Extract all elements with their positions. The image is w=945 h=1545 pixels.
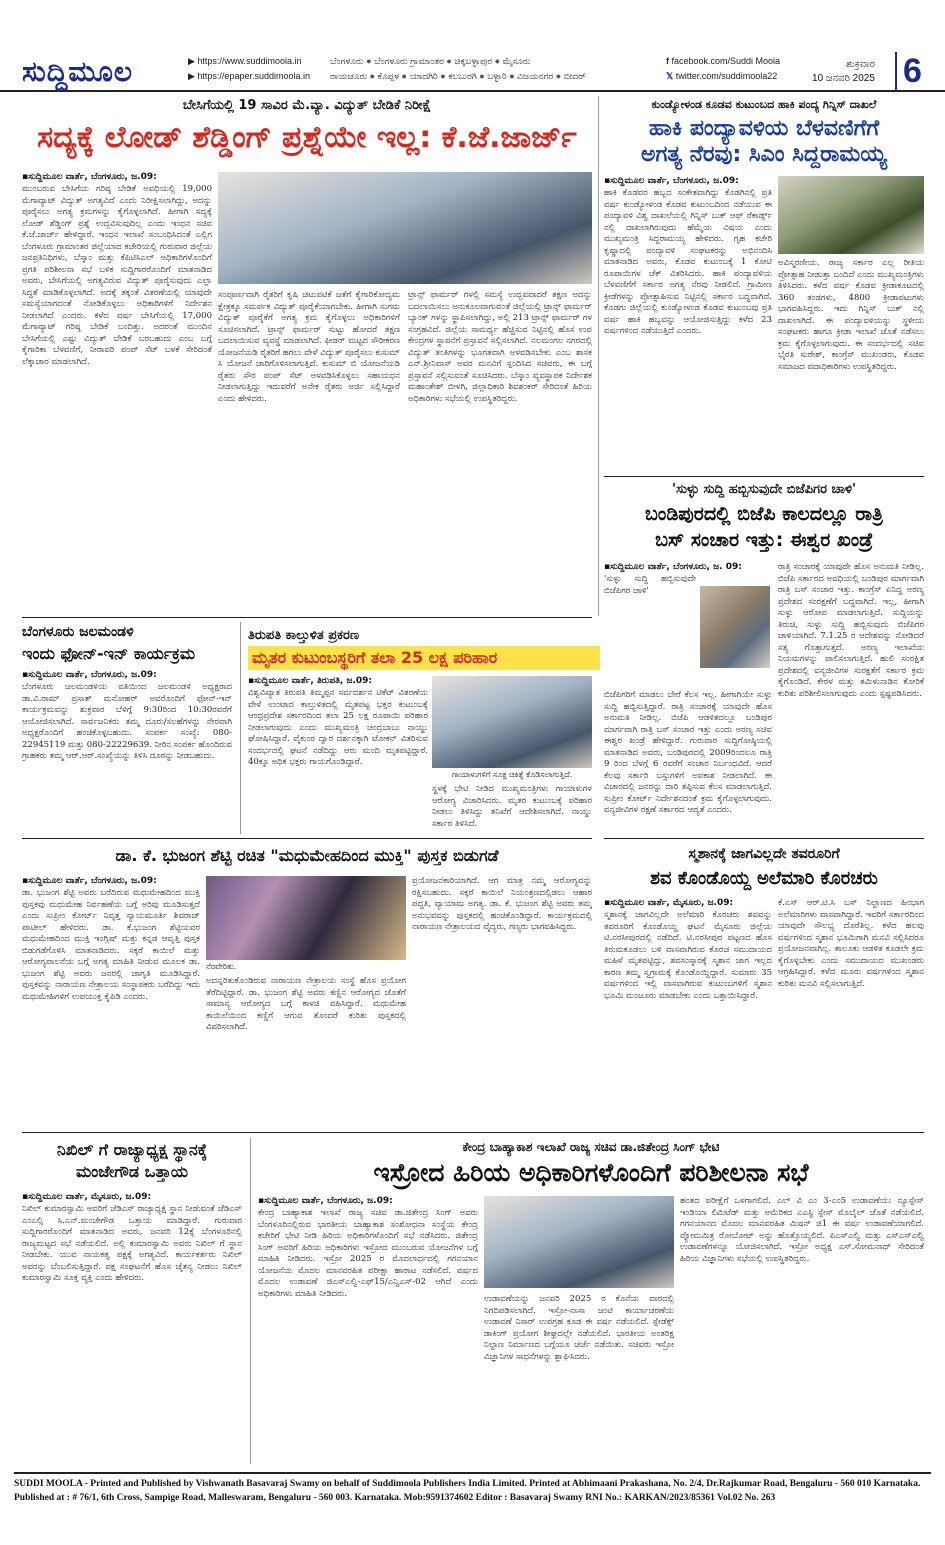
facebook-icon: f [666,56,672,66]
tirupati-headline: ಮೃತರ ಕುಟುಂಬಸ್ಥರಿಗೆ ತಲಾ 25 ಲಕ್ಷ ಪರಿಹಾರ [248,646,600,670]
almirah-body-col2: ಕೆ.ಎಸ್ ಆರ್.ಟಿ.ಸಿ ಬಸ್ ನಿಲ್ದಾಣದ ಹಿಂಭಾಗ ಅಲೆಮಾರಿಗಳು ವಾಸವಾಗಿದ್ದಾರೆ. ಇವರಿಗೆ ಸರ್ಕಾರದಿಂದ ಯಾವುದೇ ಸೌಲಭ್ಯ ದೊರೆತಿಲ್ಲ. ಕಳೆದ ಹಲವು ವರ್ಷಗಳಿಂದ ಸ್ಮಶಾನ ಭೂಮಿಗಾಗಿ ಮನವಿ ಸಲ್ಲಿಸಿದರೂ ಪ್ರಯೋಜನವಾಗಿಲ್ಲ. ತಾಲೂಕು ಆಡಳಿತ ಕೂಡಲೇ ಕ್ರಮ ಕೈಗೊಳ್ಳಬೇಕು ಎಂದು ಸಮುದಾಯದ ಮುಖಂಡರು ಆಗ್ರಹಿಸಿದ್ದಾರೆ. ಕಳೆದ ಮೂರು ವರ್ಷಗಳಿಂದ ಸ್ಮಶಾನ ಕುರಿತು ಮನವಿ ಸಲ್ಲಿಸಲಾಗುತ್ತಿದೆ. [778,898,924,989]
date-block [812,58,875,86]
george-meeting-photo [218,172,592,284]
nav-item[interactable]: ವಿಜಯನಗರ [517,71,554,81]
section-rule [22,1132,924,1133]
nav-item[interactable]: ಬೆಂಗಳೂರು ಗ್ರಾಮಾಂತರ [374,56,444,66]
section-rule [604,476,924,477]
george-body-col3: ಟ್ರಾನ್ಸ್ ಫಾರ್ಮರ್ ಗಳಲ್ಲಿ ಸಮಸ್ಯೆ ಉದ್ಭವವಾದರೆ ತಕ್ಷಣ ಅದನ್ನು ಬದಲಾಯಿಸಲು ಅನುಕೂಲವಾಗುವಂತೆ ಜಿಲ್ಲೆಯಲ್ಲಿ ಟ್ರಾನ್ಸ್ ಫಾರ್ಮರ್ ಬ್ಯಾಂಕ್ ಗಳನ್ನು ಸ್ಥಾಪಿಸಲಾಗಿದ್ದು, ಅಲ್ಲಿ 213 ಟ್ರಾನ್ಸ್ ಫಾರ್ಮರ್ ಗಳ ಸಂಗ್ರಹವಿದೆ. ಜಿಲ್ಲೆಯ ಸಾಮರ್ಥ್ಯ ಹೆಚ್ಚಿಸುವ ನಿಟ್ಟಿನಲ್ಲಿ ಹೊಸ ಉಪ ಕೇಂದ್ರಗಳ ಸ್ಥಾಪನೆಗೆ ಪ್ರಸ್ತಾವನೆ ಸಲ್ಲಿಸಲಾಗಿದೆ. ನಲಮಂಗಲ ನಗರದಲ್ಲಿ ವಿದ್ಯುತ್ ತಂತಿಗಳನ್ನು ಭೂಗತವಾಗಿ ಅಳವಡಿಸಬೇಕು ಎಂಬ ಶಾಸಕ ಎನ್.ಶ್ರೀನಿವಾಸ್ ಅವರ ಮನವಿಗೆ ಸ್ಪಂದಿಸಿದ ಸಚಿವರು, ಈ ಬಗ್ಗೆ ಪ್ರಸ್ತಾವನೆ ಸಲ್ಲಿಸುವಂತೆ ಸೂಚಿಸಿದರು. ಬೆಸ್ಕಾಂ ವ್ಯವಸ್ಥಾಪಕ ನಿರ್ದೇಶಕ ಮಹಾಂತೇಶ್ ಬೀಳಗಿ, ಜಿಲ್ಲಾಧಿಕಾರಿ ಶಿವಶಂಕರ್ ಸೇರಿದಂತೆ ಹಿರಿಯ ಅಧಿಕಾರಿಗಳು ಸಭೆಯಲ್ಲಿ ಉಪಸ್ಥಿತರಿದ್ದರು. [408,290,592,404]
twitter-link[interactable]: 𝕏 twitter.com/suddimoola22 [666,71,778,81]
water-byline: ▪ಸುದ್ದಿಮೂಲ ವಾರ್ತೆ, ಬೆಂಗಳೂರು, ಜ.09: [22,670,157,680]
nav-item[interactable]: ರಾಯಚೂರು [330,71,368,81]
isro-body-col2: ಉಡಾವಣೆಯನ್ನು ಜನವರಿ 2025 ರ ಕೊನೆಯ ವಾರದಲ್ಲಿ ನಿಗದಿಪಡಿಸಲಾಗಿದೆ. ಇಸ್ರೋ-ನಾಸಾ ಜಂಟಿ ಕಾರ್ಯಾಚರಣೆಯ ಉಡಾವಣೆ ನಿಸಾರ್ ಉಪಗ್ರಹ ಕೂಡ ಈ ವರ್ಷ ನಡೆಯಲಿದೆ. ಸ್ಪೇಡೆಕ್ಸ್ ಡಾಕಿಂಗ್ ಪ್ರಯೋಗ ಶೀಘ್ರದಲ್ಲೇ ನಡೆಯಲಿದೆ. ಭಾರತೀಯ ಅಂತರಿಕ್ಷ ನಿಲ್ದಾಣ ನಿರ್ಮಾಣದ ಬಗ್ಗೆಯೂ ಚರ್ಚೆ ನಡೆಯಿತು. ಸಚಿವರು ಇಸ್ರೋ ವಿಜ್ಞಾನಿಗಳ ಸಾಧನೆಗಳನ್ನು ಶ್ಲಾಘಿಸಿದರು. [484,1294,674,1362]
nikhil-headline-1: ನಿಖಿಲ್ ಗೆ ರಾಜ್ಯಾಧ್ಯಕ್ಷ ಸ್ಥಾನಕ್ಕೆ [56,1140,208,1159]
tirupati-body: ವಿಶ್ವವಿಖ್ಯಾತ ತಿರುಪತಿ ತಿಮ್ಮಪ್ಪನ ಸರ್ವದರ್ಶನ ಟಿಕೆಟ್ ವಿತರಣೆಯ ವೇಳೆ ಉಂಟಾದ ಕಾಲ್ತುಳಿತದಲ್ಲಿ ಮೃತಪಟ್ಟ ಭಕ್ತರ ಕುಟುಂಬಕ್ಕೆ ಆಂಧ್ರಪ್ರದೇಶ ಸರ್ಕಾರದಿಂದ ತಲಾ 25 ಲಕ್ಷ ರೂಪಾಯಿ ಪರಿಹಾರ ನೀಡಲಾಗುವುದು ಎಂದು ಮುಖ್ಯಮಂತ್ರಿ ಚಂದ್ರಬಾಬು ನಾಯ್ಡು ಘೋಷಿಸಿದ್ದಾರೆ. ವೈಕುಂಠ ದ್ವಾರ ದರ್ಶನಕ್ಕಾಗಿ ಟೋಕನ್ ವಿತರಿಸುವ ಸಂದರ್ಭದಲ್ಲಿ ಘಟನೆ ನಡೆದಿದ್ದು ಆರು ಮಂದಿ ಮೃತಪಟ್ಟಿದ್ದಾರೆ. 40ಕ್ಕೂ ಅಧಿಕ ಭಕ್ತರು ಗಾಯಗೊಂಡಿದ್ದಾರೆ. [248,688,428,767]
tirupati-body-col2: ಸ್ಥಳಕ್ಕೆ ಭೇಟಿ ನೀಡಿದ ಮುಖ್ಯಮಂತ್ರಿಗಳು ಗಾಯಾಳುಗಳ ಆರೋಗ್ಯ ವಿಚಾರಿಸಿದರು. ಮೃತರ ಕುಟುಂಬಕ್ಕೆ ಪರಿಹಾರ ನೀಡಲು ತಿಳಿಸಿದ್ದು ತನಿಖೆಗೆ ಆದೇಶಿಸಲಾಗಿದೆ. ನಾಯ್ಡು ಸರ್ಕಾರ ತಿಳಿಸಿದೆ. [432,784,592,829]
nikhil-body: ನಿಖಿಲ್ ಕುಮಾರಸ್ವಾಮಿ ಅವರಿಗೆ ಜೆಡಿಎಸ್ ರಾಜ್ಯಾಧ್ಯಕ್ಷ ಸ್ಥಾನ ನೀಡುವಂತೆ ಜೆಡಿಎಸ್ ಎಂಎಲ್ಸಿ ಸಿ.ಎನ್.ಮಂಜೇಗೌಡ ಒತ್ತಾಯ ಮಾಡಿದ್ದಾರೆ. ಗುರುವಾರ ಸುದ್ದಿಗಾರರೊಂದಿಗೆ ಮಾತನಾಡಿದ ಅವರು, ಜನವರಿ 12ಕ್ಕೆ ಬೆಂಗಳೂರಿನಲ್ಲಿ ರಾಜ್ಯಮಟ್ಟದ ಸಭೆ ನಡೆಯಲಿದೆ. ಅಲ್ಲಿ ಕುಮಾರಸ್ವಾಮಿ ಅವರು ನಿಖಿಲ್ ಗೆ ಸ್ಥಾನ ನೀಡಬೇಕು. ಯುವ ನಾಯಕತ್ವ ಪಕ್ಷಕ್ಕೆ ಅಗತ್ಯವಿದೆ. ಕಾರ್ಯಕರ್ತರು ನಿಖಿಲ್ ಅವರನ್ನು ಬೆಂಬಲಿಸುತ್ತಿದ್ದಾರೆ. ಪಕ್ಷ ಸಂಘಟನೆಗೆ ಹೊಸ ಚೈತನ್ಯ ನೀಡಲು ನಿಖಿಲ್ ಕುಮಾರಸ್ವಾಮಿ ಸೂಕ್ತ ವ್ಯಕ್ತಿ ಎಂದು ಹೇಳಿದರು. [22,1204,242,1283]
nikhil-byline: ▪ಸುದ್ದಿಮೂಲ ವಾರ್ತೆ, ಮೈಸೂರು, ಜ.09: [22,1192,152,1202]
book-caption: ನೆರವೇರಿತು. [206,962,237,971]
bandipur-headline-2: ಬಸ್ ಸಂಚಾರ ಇತ್ತು: ಈಶ್ವರ ಖಂಡ್ರೆ [655,529,873,551]
hockey-body: ಹಾಕಿ ಕೊಡವರ ಹಬ್ಬದ ಸಂಕೇತವಾಗಿದ್ದು ಕೊಡಗಿನಲ್ಲಿ ಪ್ರತಿ ವರ್ಷ ಕುಂಡ್ಯೋಳಂಡ ಕೊಡವ ಕುಟುಂಬದಿಂದ ನಡೆಯುವ ಈ ಪಂದ್ಯಾವಳಿ ವಿಶ್ವ ದಾಖಲೆಯಲ್ಲಿ ಗಿನ್ನಿಸ್ ಬುಕ್ ಆಫ್ ರೆಕಾರ್ಡ್ಸ್ ನಲ್ಲಿ ದಾಖಲಾಗಿರುವುದು ಹೆಮ್ಮೆಯ ವಿಷಯ ಎಂದು ಮುಖ್ಯಮಂತ್ರಿ ಸಿದ್ದರಾಮಯ್ಯ ಹೇಳಿದರು. ಗೃಹ ಕಚೇರಿ ಕೃಷ್ಣಾದಲ್ಲಿ ಪಂದ್ಯಾವಳಿ ಸಂಘಟಕರನ್ನು ಅಭಿನಂದಿಸಿ ಮಾತನಾಡಿದ ಅವರು, ಕೊಡವ ಕುಟುಂಬಕ್ಕೆ 1 ಕೋಟಿ ರೂಪಾಯಿಗಳ ಚೆಕ್ ವಿತರಿಸಿದರು. ಹಾಕಿ ಪಂದ್ಯಾವಳಿಯ ಬೆಳವಣಿಗೆಗೆ ಸರ್ಕಾರ ಅಗತ್ಯ ನೆರವು ನೀಡಲಿದೆ. ಗ್ರಾಮೀಣ ಕ್ರೀಡೆಗಳನ್ನು ಪ್ರೋತ್ಸಾಹಿಸುವ ನಿಟ್ಟಿನಲ್ಲಿ ಸರ್ಕಾರ ಬದ್ಧವಾಗಿದೆ. ಕೊಡಗು ಜಿಲ್ಲೆಯಲ್ಲಿ ಕುಂಡ್ಯೋಳಂಡ ಕೊಡವ ಕುಟುಂಬವು ಪ್ರತಿ ವರ್ಷ ಹಾಕಿ ಹಬ್ಬವನ್ನು ಆಯೋಜಿಸುತ್ತಿದ್ದು ಕಳೆದ 23 ವರ್ಷಗಳಿಂದ ನಡೆಯುತ್ತಿದೆ ಎಂದರು. [604,188,772,336]
section-rule [604,838,924,839]
water-body: ಬೆಂಗಳೂರು ಜಲಮಂಡಳಿಯ ವತಿಯಿಂದ ಜಲಮಂಡಳಿ ಅಧ್ಯಕ್ಷರಾದ ಡಾ.ವಿ.ರಾಮ್ ಪ್ರಸಾತ್ ಮನೋಹರ್ ಅವರೊಂದಿಗೆ ಫೋನ್-ಇನ್ ಕಾರ್ಯಕ್ರಮವನ್ನು ಶುಕ್ರವಾರ ಬೆಳಿಗ್ಗೆ 9:30ರಿಂದ 10:30ರವರೆಗೆ ಆಯೋಜಿಸಲಾಗಿದೆ. ಸಾರ್ವಜನಿಕರು ತಮ್ಮ ದೂರು/ಸಲಹೆಗಳನ್ನು ನೇರವಾಗಿ ಅಧ್ಯಕ್ಷರೊಂದಿಗೆ ಹಂಚಿಕೊಳ್ಳಬಹುದು. ಸಂಪರ್ಕ ಸಂಖ್ಯೆ: 080-22945119 ಮತ್ತು 080-22229639. ನೀರಿನ ಸಂಪರ್ಕ ಹೊಂದಿರುವ ಗ್ರಾಹಕರು ತಮ್ಮ ಆರ್.ಆರ್.ಸಂಖ್ಯೆಯನ್ನು ತಿಳಿಸಿ ದೂರನ್ನು ನೀಡಬಹುದು. [22,682,232,761]
bandipur-body: ಬಿಜೆಪಿಗರಿಗೆ ಮಾಡಲು ಬೇರೆ ಕೆಲಸ ಇಲ್ಲ. ಹೀಗಾಗಿಯೇ ಸುಳ್ಳು ಸುದ್ದಿ ಹಬ್ಬಿಸುತ್ತಿದ್ದಾರೆ. ರಾತ್ರಿ ಸಂಚಾರಕ್ಕೆ ಯಾವುದೇ ಹೊಸ ಅನುಮತಿ ನೀಡಿಲ್ಲ. ಬಿಜೆಪಿ ಆಡಳಿತದಲ್ಲೂ ಬಂಡಿಪುರ ಮಾರ್ಗವಾಗಿ ರಾತ್ರಿ ಬಸ್ ಸಂಚಾರ ಇತ್ತು ಎಂದು ಅರಣ್ಯ ಸಚಿವ ಈಶ್ವರ ಖಂಡ್ರೆ ಹೇಳಿದ್ದಾರೆ. ಗುರುವಾರ ಸುದ್ದಿಗೋಷ್ಠಿಯಲ್ಲಿ ಮಾತನಾಡಿದ ಅವರು, ಬಂಡಿಪುರದಲ್ಲಿ 2009ರಿಂದಲೂ ರಾತ್ರಿ 9 ರಿಂದ ಬೆಳಗ್ಗೆ 6 ರವರೆಗೆ ಸಂಚಾರ ನಿರ್ಬಂಧವಿದೆ. ಆದರೆ ಕೆಲವು ಸರ್ಕಾರಿ ಬಸ್ಸುಗಳಿಗೆ ಅವಕಾಶ ನೀಡಲಾಗಿದೆ. ಈ ವಿಚಾರದಲ್ಲಿ ಜನರನ್ನು ದಾರಿ ತಪ್ಪಿಸುವ ಕೆಲಸ ಮಾಡಲಾಗುತ್ತಿದೆ. ಸುಪ್ರೀಂ ಕೋರ್ಟ್ ನಿರ್ದೇಶನದಂತೆ ಕ್ರಮ ಕೈಗೊಳ್ಳಲಾಗುವುದು. ವನ್ಯಜೀವಿಗಳ ರಕ್ಷಣೆ ಸರ್ಕಾರದ ಆದ್ಯತೆ ಎಂದರು. [604,690,772,815]
isro-meeting-photo [484,1196,674,1288]
imprint-line-1: SUDDI MOOLA - Printed and Published by Vishwanath Basavaraj Swamy on behalf of Suddimoola Publishers India Limited. Printed at Abhimaani Prakashana, No. 2/4, Dr.Rajkumar Road, Bengaluru - 560 010 Karnataka. [14,1479,921,1489]
almirah-body: ಸ್ಮಶಾನಕ್ಕೆ ಜಾಗವಿಲ್ಲದೇ ಅಲೆಮಾರಿ ಕೊರಚರು ಶವವನ್ನು ತವರೂರಿಗೆ ಕೊಂಡೊಯ್ದ ಘಟನೆ ಮೈಸೂರು ಜಿಲ್ಲೆಯ ಟಿ.ನರಸೀಪುರದಲ್ಲಿ ನಡೆದಿದೆ. ಟಿ.ನರಸೀಪುರ ಪಟ್ಟಣದ ಹೊಸ ತಿರುಮಕೂಡಲು ಬಳಿ ವಾಸವಾಗಿರುವ ಕೊರಚ ಸಮುದಾಯದ ಮಹಿಳೆ ಮೃತಪಟ್ಟಿದ್ದು, ಶವಸಂಸ್ಕಾರಕ್ಕೆ ಸ್ಮಶಾನ ಜಾಗ ಇಲ್ಲದ ಕಾರಣ ತಮ್ಮ ಸ್ವಗ್ರಾಮಕ್ಕೆ ಕೊಂಡೊಯ್ದಿದ್ದಾರೆ. ಸುಮಾರು 35 ವರ್ಷಗಳಿಂದ ಇಲ್ಲಿ ವಾಸವಾಗಿರುವ ಕುಟುಂಬಗಳಿಗೆ ಸ್ಮಶಾನ ಭೂಮಿ ಮಂಜೂರು ಮಾಡಬೇಕು ಎಂದು ಒತ್ತಾಯಿಸಿದ್ದಾರೆ. [604,910,772,1001]
nav-item[interactable]: ಬೀದರ್ [563,71,586,81]
link-icon: ▶ [188,71,198,81]
isro-body-col3: ಹಂತದ ಪರೀಕ್ಷೆಗೆ ಒಳಗಾಗಲಿದೆ. ಎಲ್ ವಿ ಎಂ 3-ಎಂ5 ಉಡಾವಣೆಯು ನ್ಯೂಸ್ಪೇಸ್ ಇಂಡಿಯಾ ಲಿಮಿಟೆಡ್ ಮತ್ತು ಅಮೆರಿಕದ ಎಎಸ್ಟಿ ಸ್ಪೇಸ್ ಮೊಬೈಲ್ ಜೊತೆ ನಡೆಯಲಿದೆ. ಗಗನಯಾನದ ಮೊದಲ ಮಾನವರಹಿತ ಮಿಷನ್ ಜಿ1 ಈ ವರ್ಷ ಉಡಾವಣೆಯಾಗಲಿದೆ. ವ್ಯೋಮಮಿತ್ರ ರೋಬೋಟ್ ಅನ್ನು ಹೊತ್ತೊಯ್ಯಲಿದೆ. ಪಿಎಸ್ಎಲ್ವಿ ಮತ್ತು ಎಸ್ಎಸ್ಎಲ್ವಿ ಉಡಾವಣೆಗಳನ್ನೂ ಯೋಜಿಸಲಾಗಿದೆ. ಇಸ್ರೋ ಅಧ್ಯಕ್ಷ ಎಸ್.ಸೋಮನಾಥ್ ಸೇರಿದಂತೆ ಹಿರಿಯ ವಿಜ್ಞಾನಿಗಳು ಸಭೆಯಲ್ಲಿ ಉಪಸ್ಥಿತರಿದ್ದರು. [680,1196,924,1264]
hockey-kicker: ಕುಂಡ್ಯೋಳಂಡ ಕೂಡವ ಕುಟುಂಬದ ಹಾಕಿ ಪಂದ್ಯ ಗಿನ್ನಿಸ್ ದಾಖಲೆ [651,98,877,111]
nav-item[interactable]: ಯಾದಗಿರಿ [409,71,438,81]
day-label: ಶುಕ್ರವಾರ [846,59,875,70]
hockey-cm-photo [778,176,924,254]
newspaper-logo: ಸುದ್ದಿಮೂಲ [22,55,134,88]
tirupati-kicker: ತಿರುಪತಿ ಕಾಲ್ತುಳಿತ ಪ್ರಕರಣ [248,628,360,643]
george-body-col2: ಸಂಪೂರ್ಣವಾಗಿ ರೈತರಿಗೆ ಕೃಷಿ ಚಟುವಟಿಕೆ ಜತೆಗೆ ಕೈಗಾರಿಕೋದ್ಯಮ ಕ್ಷೇತ್ರಕ್ಕೂ ಸಮರ್ಪಕ ವಿದ್ಯುತ್ ಪೂರೈಕೆಯಾಗಬೇಕು. ಹೀಗಾಗಿ ಸುಗಮ ವಿದ್ಯುತ್ ಪೂರೈಕೆಗೆ ಅಗತ್ಯ ಕ್ರಮ ಕೈಗೊಳ್ಳಲು ಅಧಿಕಾರಿಗಳಿಗೆ ಸೂಚಿಸಲಾಗಿದೆ. ಟ್ರಾನ್ಸ್ ಫಾರ್ಮರ್ ಸುಟ್ಟು ಹೋದರೆ ತಕ್ಷಣ ಬದಲಾಯಿಸುವ ವ್ಯವಸ್ಥೆ ಮಾಡಲಾಗಿದೆ. ಫೀಡರ್ ಮಟ್ಟದ ಸೌರೀಕರಣ ಯೋಜನೆಯಡಿ ರೈತರಿಗೆ ಹಗಲು ವೇಳೆ ವಿದ್ಯುತ್ ಪೂರೈಸಲು ಕುಸುಮ್ ಸಿ ಯೋಜನೆ ಜಾರಿಗೊಳಿಸಲಾಗುತ್ತಿದೆ. ಕುಸುಮ್ ಬಿ ಯೋಜನೆಯಡಿ ರೈತರು ಸೌರ ಪಂಪ್ ಸೆಟ್ ಅಳವಡಿಸಿಕೊಳ್ಳಲು ಸಹಾಯಧನ ನೀಡಲಾಗುತ್ತಿದ್ದು ಇದುವರೆಗೆ ಅನೇಕ ರೈತರು ಅರ್ಜಿ ಸಲ್ಲಿಸಿದ್ದಾರೆ ಎಂದು ಹೇಳಿದರು. [218,290,400,404]
book-headline: ಡಾ. ಕೆ. ಭುಜಂಗ ಶೆಟ್ಟಿ ರಚಿತ "ಮಧುಮೇಹದಿಂದ ಮುಕ್ತಿ" ಪುಸ್ತಕ ಬಿಡುಗಡೆ [115,846,499,865]
twitter-icon: 𝕏 [666,71,676,81]
nav-item[interactable]: ಬಳ್ಳಾರಿ [487,71,507,81]
water-kicker: ಬೆಂಗಳೂರು ಜಲಮಂಡಳಿ [22,624,134,640]
book-release-photo [206,876,406,960]
imprint-line-2: Published at : # 76/1, 6th Cross, Sampige Road, Malleswaram, Bengaluru - 560 003. Karnataka. Mob:9591374602 Editor : Basavaraj Swamy RNI No.: KARKAN/2023/85361 Vol.02 No. 263 [14,1493,776,1503]
nav-row-1: ಬೆಂಗಳೂರು ● ಬೆಂಗಳೂರು ಗ್ರಾಮಾಂತರ ● ಚಿಕ್ಕಬಳ್ಳಾಪುರ ● ಮೈಸೂರು [330,56,531,66]
bandipur-headline-1: ಬಂಡಿಪುರದಲ್ಲಿ ಬಿಜೆಪಿ ಕಾಲದಲ್ಲೂ ರಾತ್ರಿ [645,503,883,525]
book-body-col3: ಪ್ರಯೋಜನಕಾರಿಯಾಗಿದೆ. ಆಗ ಮಾತ್ರ ನಮ್ಮ ಆರೋಗ್ಯವನ್ನು ರಕ್ಷಿಸಬಹುದು. ಸಕ್ಕರೆ ಕಾಯಿಲೆ ನಿಯಂತ್ರಣದಲ್ಲಿಡಲು ಆಹಾರ ಪದ್ಧತಿ, ವ್ಯಾಯಾಮ ಅಗತ್ಯ. ಡಾ. ಕೆ. ಭುಜಂಗ ಶೆಟ್ಟಿ ಅವರು ತಮ್ಮ ಅನುಭವವನ್ನು ಪುಸ್ತಕದಲ್ಲಿ ಹಂಚಿಕೊಂಡಿದ್ದಾರೆ. ಕಾರ್ಯಕ್ರಮದಲ್ಲಿ ನಾರಾಯಣ ನೇತ್ರಾಲಯದ ವೈದ್ಯರು, ಗಣ್ಯರು ಭಾಗವಹಿಸಿದ್ದರು. [412,876,592,932]
website-link[interactable]: ▶ https://www.suddimoola.in [188,56,302,66]
nav-item[interactable]: ಮೈಸೂರು [502,56,531,66]
book-body: ಡಾ. ಭುಜಂಗ ಶೆಟ್ಟಿ ಅವರು ಬರೆದಿರುವ ಮಧುಮೇಹದಿಂದ ಮುಕ್ತಿ ಪುಸ್ತಕವು ಮಧುಮೇಹ ನಿರ್ವಹಣೆಯ ಬಗ್ಗೆ ಅರಿವು ಮೂಡಿಸುತ್ತದೆ ಎಂದು ಸುಪ್ರೀಂ ಕೋರ್ಟ್ ನಿವೃತ್ತ ನ್ಯಾಯಮೂರ್ತಿ ಶಿವರಾಜ್ ಪಾಟೀಲ್ ಹೇಳಿದರು. ಡಾ. ಕೆ.ಭುಜಂಗ ಶೆಟ್ಟಿಯವರ ಮಧುಮೇಹದಿಂದ ಮುಕ್ತಿ ಇಂಗ್ಲಿಷ್ ಮತ್ತು ಕನ್ನಡ ಆವೃತ್ತಿ ಪುಸ್ತಕ ಬಿಡುಗಡೆಗೊಳಿಸಿ ಮಾತನಾಡಿದರು. ಸಕ್ಕರೆ ಕಾಯಿಲೆ ಮತ್ತು ಆರೋಗ್ಯಪಾಲನೆಯ ಬಗ್ಗೆ ಅಗತ್ಯ ಮಾಹಿತಿ ನೀಡುವ ಮೂಲಕ ಡಾ. ಭುಜಂಗ ಶೆಟ್ಟಿ ಅವರು ಜನರಲ್ಲಿ ಜಾಗೃತಿ ಮೂಡಿಸಿದ್ದಾರೆ. ಪುಸ್ತಕವನ್ನು ನಾರಾಯಣ ನೇತ್ರಾಲಯ ಸಂಸ್ಥಾಪಕರು ಬರೆದಿದ್ದು ಇದು ಮಧುಮೇಹಿಗಳಿಗೆ ಉಪಯುಕ್ತ ಕೈಪಿಡಿ ಎಂದರು. [22,888,200,1002]
book-byline: ▪ಸುದ್ದಿಮೂಲ ವಾರ್ತೆ, ಬೆಂಗಳೂರು, ಜ.09: [22,876,157,886]
column-divider [240,622,241,834]
khandre-portrait-photo [700,586,770,668]
george-headline: ಸದ್ಯಕ್ಕೆ ಲೋಡ್ ಶೆಡ್ಡಿಂಗ್ ಪ್ರಶ್ನೆಯೇ ಇಲ್ಲ: ಕೆ.ಜೆ.ಜಾರ್ಜ್ [37,120,577,155]
hockey-headline-1: ಹಾಕಿ ಪಂದ್ಯಾವಳಿಯ ಬೆಳವಣಿಗೆಗೆ [648,116,880,141]
isro-headline: ಇಸ್ರೋದ ಹಿರಿಯ ಅಧಿಕಾರಿಗಳೊಂದಿಗೆ ಪರಿಶೀಲನಾ ಸಭೆ [373,1158,809,1187]
nikhil-headline-2: ಮಂಜೇಗೌಡ ಒತ್ತಾಯ [75,1162,189,1181]
globe-icon: ▶ [188,56,198,66]
isro-byline: ▪ಸುದ್ದಿಮೂಲ ವಾರ್ತೆ, ಬೆಂಗಳೂರು, ಜ.09: [258,1196,393,1206]
nav-item[interactable]: ಕೊಪ್ಪಳ [377,71,400,81]
almirah-headline: ಶವ ಕೊಂಡೊಯ್ದ ಅಲೆಮಾರಿ ಕೊರಚರು [650,868,878,889]
nav-item[interactable]: ಚಿಕ್ಕಬಳ್ಳಾಪುರ [454,56,493,66]
george-kicker: ಬೇಸಿಗೆಯಲ್ಲಿ 19 ಸಾವಿರ ಮೆ.ವ್ಯಾ. ವಿದ್ಯುತ್ ಬೇಡಿಕೆ ನಿರೀಕ್ಷೆ [182,98,432,113]
bandipur-body-col2: ರಾತ್ರಿ ಸಂಚಾರಕ್ಕೆ ಯಾವುದೇ ಹೊಸ ಅನುಮತಿ ನೀಡಿಲ್ಲ. ಬಿಜೆಪಿ ಸರ್ಕಾರದ ಅವಧಿಯಲ್ಲಿ ಬಂಡಿಪುರ ಮಾರ್ಗವಾಗಿ ರಾತ್ರಿ ಬಸ್ ಸಂಚಾರ ಇತ್ತು. ಕಾಂಗ್ರೆಸ್ ಏನಿದ್ದ ಅರಣ್ಯ ಪ್ರದೇಶದ ಸಂರಕ್ಷಣೆಗೆ ಬದ್ಧವಾಗಿದೆ. ಇಲ್ಲ, ಹೀಗಾಗಿ ಸುಳ್ಳು ಆರೋಪ ಮಾಡಲಾಗುತ್ತಿದೆ. ಸುದ್ದಿಯನ್ನು ತಿರುಚಿ, ಸುಳ್ಳು ಸುದ್ದಿ ಹಬ್ಬಿಸುವುದು ಬಿಜೆಪಿಗರ ಚಾಳಿಯಾಗಿದೆ. 7.1.25 ರ ಆದೇಶವನ್ನು ನೋಡಿದರೆ ಸತ್ಯ ಗೊತ್ತಾಗುತ್ತದೆ. ಅರಣ್ಯ ಇಲಾಖೆಯ ನಿಯಮಗಳನ್ನು ಪಾಲಿಸಲಾಗುತ್ತಿದೆ. ಹುಲಿ ಸಂರಕ್ಷಿತ ಪ್ರದೇಶದಲ್ಲಿ ವನ್ಯಜೀವಿಗಳ ಸುರಕ್ಷತೆಗೆ ಸರ್ಕಾರ ಕ್ರಮ ಕೈಗೊಂಡಿದೆ. ಕೇರಳ ಮತ್ತು ತಮಿಳುನಾಡಿನ ಕೋರಿಕೆ ಕುರಿತು ಪರಿಶೀಲಿಸಲಾಗುವುದು ಎಂದು ಸ್ಪಷ್ಟಪಡಿಸಿದರು. [778,562,924,699]
nav-row-2: ರಾಯಚೂರು ● ಕೊಪ್ಪಳ ● ಯಾದಗಿರಿ ● ಕಲಬುರಗಿ ● ಬಳ್ಳಾರಿ ● ವಿಜಯನಗರ ● ಬೀದರ್ [330,71,586,81]
bandipur-kicker: 'ಸುಳ್ಳು ಸುದ್ದಿ ಹಬ್ಬಿಸುವುದೇ ಬಿಜೆಪಿಗರ ಚಾಳಿ' [671,482,857,497]
imprint-footer [14,1472,931,1505]
page-number: 6 [895,52,922,91]
column-divider [250,1138,251,1464]
epaper-link[interactable]: ▶ https://epaper.suddimoola.in [188,71,310,81]
column-divider [598,96,599,616]
book-body-col2: ಅದನ್ನರಿತುಕೊಂಡಿರುವ ನಾರಾಯಣ ನೇತ್ರಾಲಯ ಸಂಸ್ಥೆ ಹೊಸ ಪ್ರಯೋಗ ತೆರೆದಿಟ್ಟಿದ್ದಾರೆ. ಡಾ. ಭುಜಂಗ ಶೆಟ್ಟಿ ಅವರು ಕಣ್ಣಿನ ಆರೋಗ್ಯದ ಜೊತೆಗೆ ಸಾಮಾನ್ಯ ಆರೋಗ್ಯದ ಬಗ್ಗೆ ಕಾಳಜಿ ವಹಿಸಿದ್ದಾರೆ. ಮಧುಮೇಹ ಕಾಯಿಲೆಯಿಂದ ಕಣ್ಣಿಗೆ ಆಗುವ ತೊಂದರೆ ಕುರಿತು ಪುಸ್ತಕದಲ್ಲಿ ವಿವರಿಸಲಾಗಿದೆ. [206,976,406,1032]
george-byline: ▪ಸುದ್ದಿಮೂಲ ವಾರ್ತೆ, ಬೆಂಗಳೂರು, ಜ.09: [22,172,157,182]
water-headline: ಇಂದು ಫೋನ್-ಇನ್ ಕಾರ್ಯಕ್ರಮ [22,644,196,663]
isro-body: ಕೇಂದ್ರ ಬಾಹ್ಯಾಕಾಶ ಇಲಾಖೆ ರಾಜ್ಯ ಸಚಿವ ಡಾ.ಜಿತೇಂದ್ರ ಸಿಂಗ್ ಅವರು ಬೆಂಗಳೂರಿನಲ್ಲಿರುವ ಭಾರತೀಯ ಬಾಹ್ಯಾಕಾಶ ಸಂಶೋಧನಾ ಸಂಸ್ಥೆಯ ಕೇಂದ್ರ ಕಚೇರಿಗೆ ಭೇಟಿ ನೀಡಿ ಹಿರಿಯ ಅಧಿಕಾರಿಗಳೊಂದಿಗೆ ಸಭೆ ನಡೆಸಿದರು. ಜಿತೇಂದ್ರ ಸಿಂಗ್ ಅವರಿಗೆ ಹಿರಿಯ ಅಧಿಕಾರಿಗಳು ಇಸ್ರೋದ ಮುಂಬರುವ ಯೋಜನೆಗಳ ಬಗ್ಗೆ ಮಾಹಿತಿ ನೀಡಿದರು. ಇಸ್ರೋ 2025 ರ ಮೊದಲಾರ್ಧದಲ್ಲಿ ಗಗನಯಾನ ಯೋಜನೆಯ ಮೊದಲ ಮಾನವರಹಿತ ಪರೀಕ್ಷಾ ಹಾರಾಟ ನಡೆಸಲಿದೆ. ವರ್ಷದ ಮೊದಲ ಉಡಾವಣೆ ಜಿಎಸ್ಎಲ್ವಿ-ಎಫ್15/ಎನ್ವಿಎಸ್-02 ಆಗಿದೆ ಎಂದು ಅಧಿಕಾರಿಗಳು ಮಾಹಿತಿ ನೀಡಿದರು. [258,1208,478,1299]
date-label: 10 ಜನವರಿ 2025 [812,73,875,84]
facebook-link[interactable]: f facebook.com/Suddi Moola [666,56,781,66]
bandipur-byline: ▪ಸುದ್ದಿಮೂಲ ವಾರ್ತೆ, ಬೆಂಗಳೂರು, ಜ. 09: [604,562,742,572]
hockey-headline-2: ಅಗತ್ಯ ನೆರವು: ಸಿಎಂ ಸಿದ್ದರಾಮಯ್ಯ [641,142,887,167]
hockey-byline: ▪ಸುದ್ದಿಮೂಲ ವಾರ್ತೆ, ಬೆಂಗಳೂರು, ಜ.09: [604,176,739,186]
isro-kicker: ಕೇಂದ್ರ ಬಾಹ್ಯಾಕಾಶ ಇಲಾಖೆ ರಾಜ್ಯ ಸಚಿವ ಡಾ.ಜಿತೇಂದ್ರ ಸಿಂಗ್ ಭೇಟಿ [462,1140,720,1154]
tirupati-caption: ಗಾಯಾಳುಗಳಿಗೆ ಸೂಕ್ತ ಚಿಕಿತ್ಸೆ ಕೊಡಿಸಲಾಗುತ್ತಿದೆ. [451,770,573,779]
section-rule [22,617,592,618]
tirupati-byline: ▪ಸುದ್ದಿಮೂಲ ವಾರ್ತೆ, ತಿರುಪತಿ, ಜ.09: [248,676,373,686]
tirupati-photo [432,676,592,768]
almirah-kicker: ಸ್ಮಶಾನಕ್ಕೆ ಜಾಗವಿಲ್ಲದೇ ತವರೂರಿಗೆ [688,846,840,862]
section-rule [22,838,592,839]
nav-item[interactable]: ಬೆಂಗಳೂರು [330,56,364,66]
bandipur-body-lead: 'ಸುಳ್ಳು ಸುದ್ದಿ ಹಬ್ಬಿಸುವುದೇ ಬಿಜೆಪಿಗರ ಚಾಳಿ' [604,574,696,596]
hockey-body-col2: ಅವಿಸ್ಮರಣೀಯ. ರಾಜ್ಯ ಸರ್ಕಾರ ಎಲ್ಲ ರೀತಿಯ ಪ್ರೋತ್ಸಾಹ ನೀಡುತ್ತಾ ಬಂದಿದೆ ಎಂದು ಮುಖ್ಯಮಂತ್ರಿಗಳು ತಿಳಿಸಿದರು. ಕಳೆದ ವರ್ಷ ಕೊಡವ ಕ್ರೀಡಾಕೂಟದಲ್ಲಿ 360 ತಂಡಗಳು, 4800 ಕ್ರೀಡಾಪಟುಗಳು ಭಾಗವಹಿಸಿದ್ದರು. ಇದು ಗಿನ್ನಿಸ್ ಬುಕ್ ನಲ್ಲಿ ದಾಖಲಾಗಿದೆ. ಈ ಪಂದ್ಯಾವಳಿಯನ್ನು ಸ್ಥಳೀಯ ಸಂಘಟಕರು ಹಾಗೂ ಕ್ರೀಡಾ ಇಲಾಖೆ ಜೊತೆ ನಡೆಸಲು ಕ್ರಮ ಕೈಗೊಳ್ಳಲಾಗುವುದು. ಈ ಸಂದರ್ಭದಲ್ಲಿ ಸಚಿವ ಭೈರತಿ ಸುರೇಶ್, ಕಾಂಗ್ರೆಸ್ ಮುಖಂಡರು, ಕೊಡವ ಸಮಾಜದ ಪದಾಧಿಕಾರಿಗಳು ಉಪಸ್ಥಿತರಿದ್ದರು. [778,258,924,372]
almirah-byline: ▪ಸುದ್ದಿಮೂಲ ವಾರ್ತೆ, ಮೈಸೂರು, ಜ.09: [604,898,734,908]
nav-item[interactable]: ಕಲಬುರಗಿ [448,71,477,81]
george-body: ಮುಂಬರುವ ಬೇಸಿಗೆಯ ಗರಿಷ್ಠ ಬೇಡಿಕೆ ಅವಧಿಯಲ್ಲಿ 19,000 ಮೆಗಾವ್ಯಾಟ್ ವಿದ್ಯುತ್ ಅಗತ್ಯವಿದೆ ಎಂದು ನಿರೀಕ್ಷಿಸಲಾಗಿದ್ದು, ಅದನ್ನು ಪೂರೈಸಲು ಅಗತ್ಯ ಕ್ರಮಗಳನ್ನು ಕೈಗೊಳ್ಳಲಾಗಿದೆ. ಹೀಗಾಗಿ ಸದ್ಯಕ್ಕೆ ಲೋಡ್ ಶೆಡ್ಡಿಂಗ್ ಪ್ರಶ್ನೆ ಉದ್ಭವಿಸುವುದಿಲ್ಲ ಎಂದು ಇಂಧನ ಸಚಿವ ಕೆ.ಜೆ.ಜಾರ್ಜ್ ಹೇಳಿದ್ದಾರೆ. ಇಂಧನ ಇಲಾಖೆ ಸಂಬಂಧಿಸಿದಂತೆ ಎಲ್ಲಿಗ ಬೆಂಗಳೂರು ಗ್ರಾಮಾಂತರ ಜಿಲ್ಲೆಯಾದ ಕಚೇರಿಯಲ್ಲಿ ಗುರುವಾರ ಜಿಲ್ಲೆಯ ಜನಪ್ರತಿನಿಧಿಗಳು, ಬೆಸ್ಕಾಂ ಮತ್ತು ಕೆಪಿಟಿಸಿಎಲ್ ಅಧಿಕಾರಿಗಳೊಂದಿಗೆ ಪ್ರಗತಿ ಪರಿಶೀಲನಾ ಸಭೆ ಬಳಿಕ ಸುದ್ದಿಗಾರರೊಂದಿಗೆ ಮಾತನಾಡಿದ ಅವರು, ಬೇಸಿಗೆಯಲ್ಲಿ ಅಗತ್ಯವಿರುವ ವಿದ್ಯುತ್ ಪೂರೈಸುವುದು ಎಲ್ಲಾ ಸಿದ್ಧತೆ ಮಾಡಿಕೊಳ್ಳಲಾಗಿದೆ. ಅದಕ್ಕೆ ತಕ್ಕಂತೆ ವಿತರಣೆಯಲ್ಲಿ ಯಾವುದೇ ಸಮಸ್ಯೆಯಾಗದಂತೆ ನೋಡಿಕೊಳ್ಳಲು ಅಧಿಕಾರಿಗಳಿಗೆ ನಿರ್ದೇಶನ ನೀಡಲಾಗಿದೆ ಎಂದರು. ಕಳೆದ ವರ್ಷ ಬೇಸಿಗೆಯಲ್ಲಿ 17,000 ಮೆಗಾವ್ಯಾಟ್ ಗರಿಷ್ಠ ಬೇಡಿಕೆ ಬಂದಿತ್ತು. ಅದರಂತೆ ಮುಂದಿನ ಬೇಸಿಗೆಯಲ್ಲಿ ಎಷ್ಟು ವಿದ್ಯುತ್ ಬೇಡಿಕೆ ಬರಬಹುದು ಎಂಬ ಬಗ್ಗೆ ಕೈಗಾರಿಕಾ ಬೆಳವಣಿಗೆ, ನೀರಾವರಿ ಪಂಪ್ ಸೆಟ್ ಬಳಕೆ ಸೇರಿದಂತೆ ಲೆಕ್ಕಾಚಾರ ಮಾಡಲಾಗಿದೆ. [22,184,212,367]
